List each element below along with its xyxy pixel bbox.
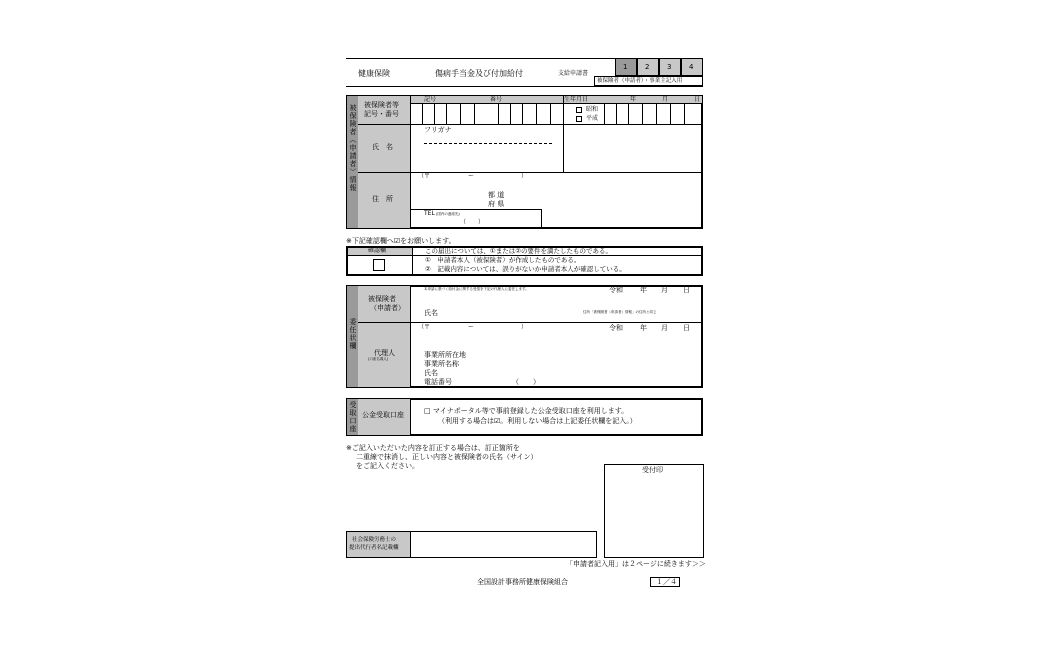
- page-tab-3: 3: [659, 58, 681, 76]
- birth-day-label: 日: [694, 96, 701, 103]
- birth-year-label: 年: [630, 96, 637, 103]
- confirm-checkbox[interactable]: [373, 259, 385, 271]
- proxy-agent-input[interactable]: [470, 350, 690, 378]
- proxy-date-era-2: 令和: [609, 324, 623, 332]
- name-label: 氏 名: [372, 143, 393, 151]
- bango-label: 番号: [490, 96, 503, 103]
- page-indicator: １／４: [650, 577, 680, 587]
- proxy-office-address: 事業所所在地: [424, 351, 466, 359]
- era-heisei-checkbox[interactable]: [576, 116, 582, 122]
- confirm-line1: この届出については、①または②の要件を満たしたものである。: [425, 247, 613, 255]
- page-tab-4: 4: [681, 58, 703, 76]
- confirm-line2: ① 申請者本人（被保険者）が作成したものである。: [425, 256, 581, 264]
- proxy-date-year-2: 年: [640, 324, 647, 332]
- reception-stamp-box: [604, 464, 704, 558]
- sharoushi-label-1: 社会保険労務士の: [352, 537, 397, 543]
- sharoushi-label-2: 提出代行者名記載欄: [349, 545, 399, 551]
- proxy-address-note: 住所「被保険者（申請者）情報」の住所と同じ: [583, 310, 657, 314]
- proxy-agent-label: 代理人: [374, 349, 395, 357]
- address-label: 住 所: [372, 195, 393, 203]
- form-type: 支給申請書: [558, 70, 589, 77]
- proxy-date-month-2: 月: [661, 324, 668, 332]
- proxy-agent-sub: (口座名義人): [368, 357, 389, 361]
- proxy-date-era-1: 令和: [609, 286, 623, 294]
- proxy-phone-paren[interactable]: （ ）: [512, 378, 540, 386]
- header-bottom-rule: [346, 86, 703, 87]
- tel-paren[interactable]: （ ）: [460, 219, 485, 226]
- furigana-underline: [424, 143, 552, 144]
- proxy-side-label: 委任状欄: [349, 318, 357, 350]
- account-label: 公金受取口座: [362, 411, 404, 419]
- proxy-postal-open: （〒: [418, 324, 431, 331]
- birth-label: 生年月日: [564, 96, 589, 103]
- insured-side-label: 被保険者（申請者）情報: [349, 104, 357, 192]
- reception-stamp-label: 受付印: [642, 466, 663, 474]
- account-note: （利用する場合は☑。利用しない場合は上記委任状欄を記入。）: [438, 417, 637, 425]
- proxy-date-month-1: 月: [661, 286, 668, 294]
- era-heisei-label: 平成: [586, 115, 599, 122]
- address-input[interactable]: [411, 181, 701, 207]
- continue-note: 「申請者記入用」は２ページに続きます＞＞: [566, 560, 706, 568]
- proxy-date-day-1: 日: [683, 286, 690, 294]
- sharoushi-input[interactable]: [412, 533, 595, 556]
- proxy-name-label: 氏名: [424, 309, 438, 317]
- form-category: 健康保険: [358, 69, 390, 78]
- correction-line1: ※ご記入いただいた内容を訂正する場合は、訂正箇所を: [346, 444, 520, 452]
- confirm-line3: ② 記載内容については、誤りがないか申請者本人が確認している。: [425, 265, 626, 273]
- prefecture-to: 都 道: [488, 191, 505, 199]
- account-side-label: 受取口座: [349, 401, 357, 433]
- form-title: 傷病手当金及び付加給付: [435, 69, 523, 78]
- page-tab-1: 1: [615, 58, 637, 76]
- account-option[interactable]: □ マイナポータル等で事前登録した公金受取口座を利用します。: [424, 407, 629, 415]
- page-tab-caption: 被保険者（申請者）・事業主記入用: [594, 76, 703, 86]
- number-label-1: 被保険者等: [364, 101, 399, 109]
- proxy-name-input[interactable]: [440, 306, 580, 318]
- page-tab-2: 2: [637, 58, 659, 76]
- era-showa-label: 昭和: [586, 106, 599, 113]
- furigana-label: フリガナ: [424, 126, 452, 134]
- name-input[interactable]: [411, 145, 562, 171]
- proxy-applicant-label-1: 被保険者: [368, 295, 396, 303]
- confirm-instruction: ※下記確認欄へ☑をお願いします。: [346, 237, 456, 245]
- proxy-office-name: 事業所名称: [424, 360, 459, 368]
- proxy-postal-dash: ー: [468, 324, 475, 331]
- proxy-applicant-label-2: （申請者）: [370, 304, 405, 312]
- birth-month-label: 月: [662, 96, 669, 103]
- tel-label: TEL: [424, 210, 435, 217]
- address-postal-close: ）: [521, 173, 528, 180]
- address-postal-open: （〒: [418, 173, 431, 180]
- address-postal-dash: ー: [468, 173, 475, 180]
- proxy-postal-close: ）: [521, 324, 528, 331]
- proxy-date-year-1: 年: [640, 286, 647, 294]
- proxy-agent-name: 氏名: [424, 369, 438, 377]
- era-showa-checkbox[interactable]: [576, 107, 582, 113]
- proxy-date-day-2: 日: [683, 324, 690, 332]
- proxy-phone: 電話番号: [424, 378, 452, 386]
- correction-line3: をご記入ください。: [356, 462, 419, 470]
- kigo-label: 記号: [424, 96, 437, 103]
- prefecture-fu: 府 県: [488, 200, 505, 208]
- confirm-header: 確認欄: [368, 247, 387, 254]
- organization-name: 全国設計事務所健康保険組合: [477, 578, 568, 586]
- proxy-fine-print: 本申請に基づく給付金に関する受領を下記の代理人に委任します。: [424, 287, 529, 291]
- tel-note: (国内の連絡先): [436, 212, 460, 216]
- correction-line2: 二重線で抹消し、正しい内容と被保険者の氏名（サイン）: [356, 453, 538, 461]
- number-label-2: 記号・番号: [364, 110, 399, 118]
